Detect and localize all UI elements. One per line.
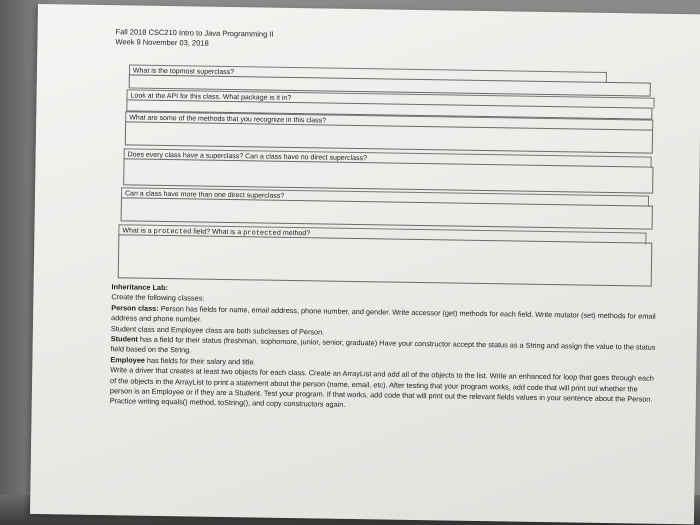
header-course: Fall 2018 CSC210 Intro to Java Programming II (115, 27, 274, 39)
student-label: Student (110, 334, 138, 344)
person-label: Person class: (111, 303, 159, 313)
lab-title: Inheritance Lab: (111, 282, 168, 293)
worksheet-page (30, 4, 700, 524)
q6-text-mid: field? What is a (191, 228, 244, 237)
question-5-label: Can a class have more than one direct superclass? (121, 187, 649, 206)
header-week: Week 9 November 03, 2018 (115, 37, 209, 48)
employee-label: Employee (110, 355, 145, 365)
q6-text-post: method? (280, 229, 311, 238)
inheritance-lab-section (110, 282, 657, 415)
question-1-label: What is the topmost superclass? (129, 64, 607, 83)
q6-code-protected-2: protected (243, 229, 281, 238)
q6-text-pre: What is a (122, 227, 154, 235)
lab-student-employee: Student class and Employee class are both subclasses of Person. (110, 323, 325, 337)
person-text: Person has fields for name, email address, phone number, and gender. Write accessor (get) methods for each field. Write mutator (set) methods for email address and phone number. (111, 303, 656, 324)
answer-box-6[interactable] (118, 234, 653, 286)
q6-code-protected-1: protected (153, 227, 192, 237)
question-4-label: Does every class have a superclass? Can a class have no direct superclass? (124, 148, 652, 167)
employee-text: has fields for their salary and title. (144, 355, 256, 367)
student-text: has a field for their status (freshman, sophomore, junior, senior, graduate) Have your constructor accept the status as a String and assign the value to the status field based on the String. (110, 334, 656, 355)
question-2-label: Look at the API for this class. What package is it in? (126, 89, 654, 108)
lab-intro: Create the following classes: (111, 292, 205, 304)
question-3-label: What are some of the methods that you recognize in this class? (125, 111, 653, 130)
lab-driver-paragraph: Write a driver that creates at least two objects for each class. Create an ArrayList and add all of the objects to the list. Write an enhanced for loop that goes through each of the objects in the ArrayList to print a statement about the person (name, email, etc). After testing that your program works, add code that will print out whether the person is an Employee or if they are a Student. Test your program. If that works, add code that will print out the relevant fields values in your sentence about the Person. Practice writing equals() method, toString(), and copy constructors again. (109, 365, 654, 410)
